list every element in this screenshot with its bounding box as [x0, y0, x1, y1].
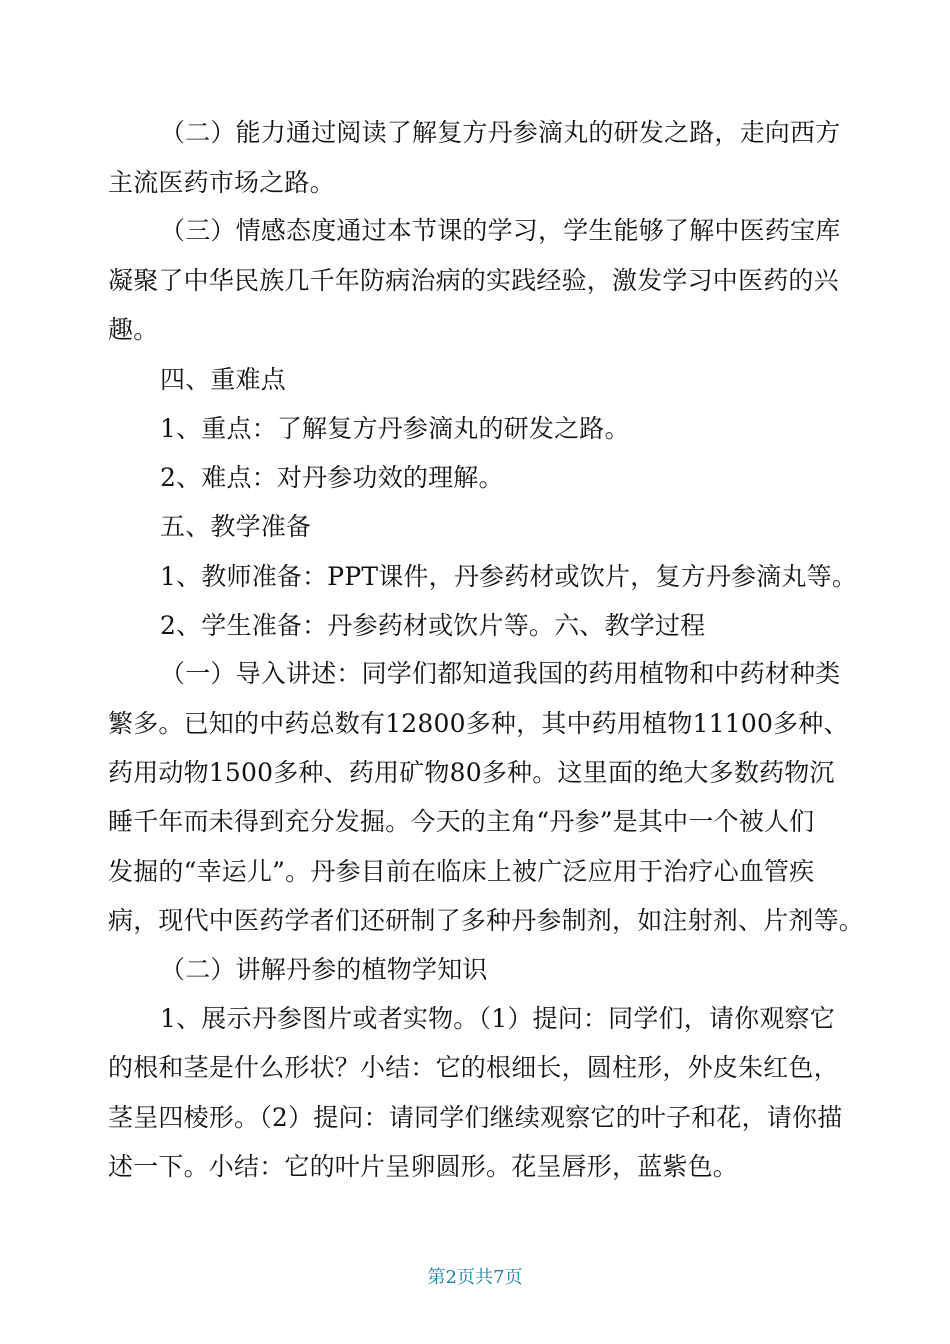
list-item: 1、教师准备：PPT课件，丹参药材或饮片，复方丹参滴丸等。: [160, 562, 858, 591]
list-item: 2、学生准备：丹参药材或饮片等。六、教学过程: [160, 611, 706, 640]
paragraph-line: 的根和茎是什么形状？小结：它的根细长，圆柱形，外皮朱红色，: [108, 1053, 839, 1082]
section-heading: 四、重难点: [160, 365, 287, 394]
paragraph-line: 睡千年而未得到充分发掘。今天的主角“丹参”是其中一个被人们: [108, 807, 815, 836]
paragraph-line: （一）导入讲述：同学们都知道我国的药用植物和中药材种类: [160, 659, 841, 688]
paragraph-line: 发掘的“幸运儿”。丹参目前在临床上被广泛应用于治疗心血管疾: [108, 857, 815, 886]
paragraph-line: 繁多。已知的中药总数有12800多种，其中药用植物11100多种、: [108, 709, 849, 738]
page-number-footer: 第2页共7页: [427, 1267, 523, 1288]
paragraph-line: 药用动物1500多种、药用矿物80多种。这里面的绝大多数药物沉: [108, 758, 835, 787]
list-item: 2、难点：对丹参功效的理解。: [160, 463, 504, 492]
paragraph-line: （三）情感态度通过本节课的学习，学生能够了解中医药宝库: [160, 216, 841, 245]
paragraph-line: 病，现代中医药学者们还研制了多种丹参制剂，如注射剂、片剂等。: [108, 906, 865, 935]
paragraph-line: 凝聚了中华民族几千年防病治病的实践经验，激发学习中医药的兴: [108, 266, 839, 295]
paragraph-line: （二）能力通过阅读了解复方丹参滴丸的研发之路，走向西方: [160, 118, 841, 147]
section-heading: 五、教学准备: [160, 512, 312, 541]
section-heading: （二）讲解丹参的植物学知识: [160, 955, 488, 984]
paragraph-line: 趣。: [108, 315, 159, 344]
paragraph-line: 1、展示丹参图片或者实物。（1）提问：同学们，请你观察它: [160, 1004, 835, 1033]
paragraph-line: 述一下。小结：它的叶片呈卵圆形。花呈唇形，蓝紫色。: [108, 1152, 739, 1181]
paragraph-line: 茎呈四棱形。（2）提问：请同学们继续观察它的叶子和花，请你描: [108, 1103, 843, 1132]
paragraph-line: 主流医药市场之路。: [108, 168, 335, 197]
list-item: 1、重点：了解复方丹参滴丸的研发之路。: [160, 414, 630, 443]
